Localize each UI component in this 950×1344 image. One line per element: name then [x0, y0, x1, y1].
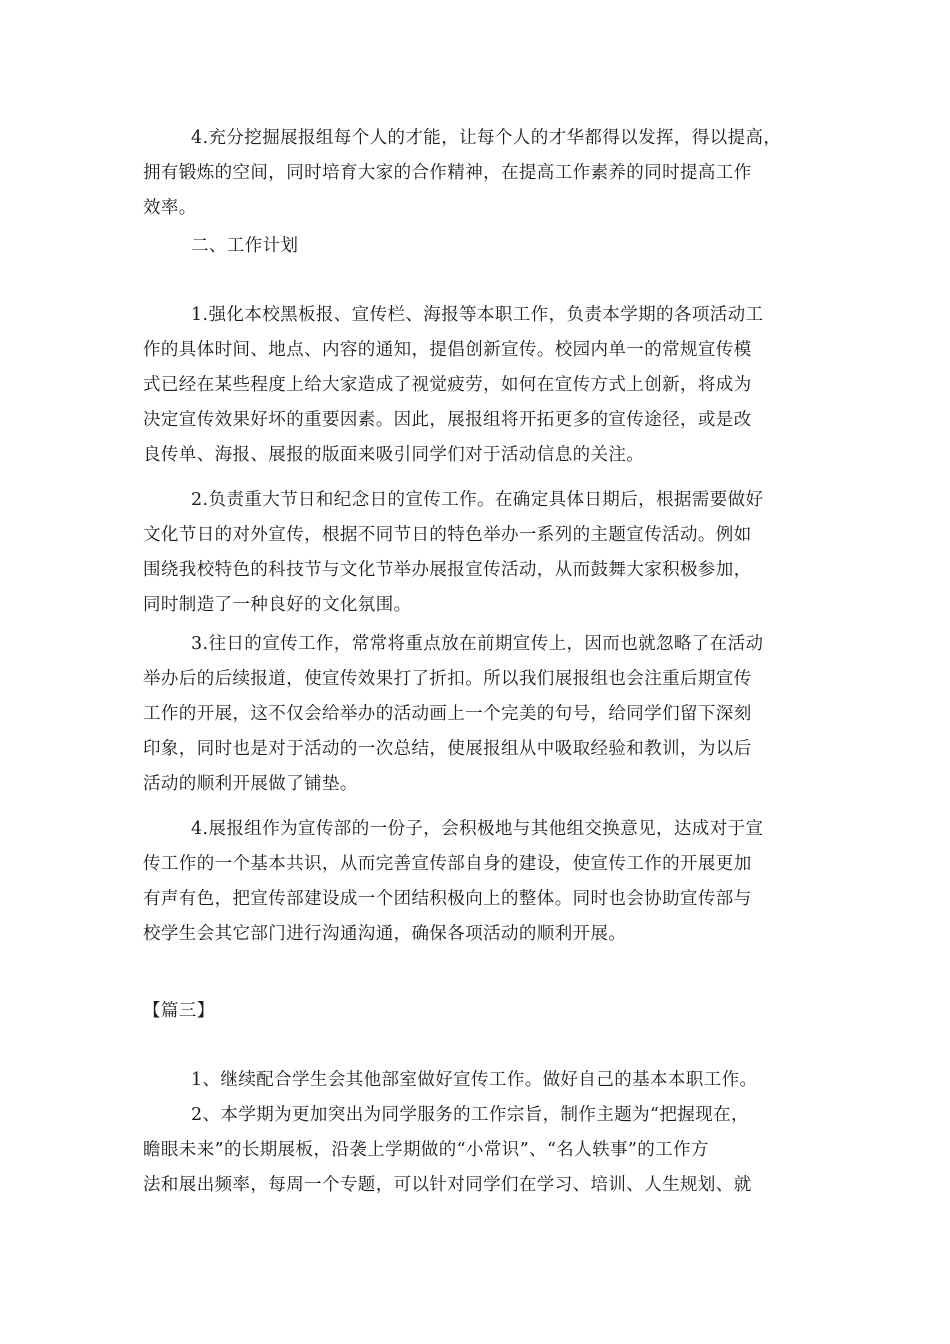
- section-title-part-three: [143, 994, 823, 1029]
- paragraph-line: 2.负责重大节日和纪念日的宣传工作。在确定具体日期后，根据需要做好: [191, 490, 764, 510]
- paragraph-talent: [143, 121, 823, 226]
- paragraph-line: 拥有锻炼的空间，同时培育大家的合作精神，在提高工作素养的同时提高工作: [143, 163, 752, 183]
- paragraph-line: 4.展报组作为宣传部的一份子，会积极地与其他组交换意见，达成对于宣: [191, 819, 764, 839]
- paragraph-line: 围绕我校特色的科技节与文化节举办展报宣传活动，从而鼓舞大家积极参加，: [143, 560, 752, 580]
- paragraph-line: 文化节日的对外宣传，根据不同节日的特色举办一系列的主题宣传活动。例如: [143, 525, 752, 545]
- paragraph-line: 3.往日的宣传工作，常常将重点放在前期宣传上，因而也就忽略了在活动: [191, 634, 764, 654]
- paragraph-line: 校学生会其它部门进行沟通沟通，确保各项活动的顺利开展。: [143, 924, 627, 944]
- paragraph-part-three-item-1: [143, 1063, 823, 1098]
- paragraph-line: 良传单、海报、展报的版面来吸引同学们对于活动信息的关注。: [143, 445, 645, 465]
- paragraph-line: 决定宣传效果好坏的重要因素。因此，展报组将开拓更多的宣传途径，或是改: [143, 410, 752, 430]
- paragraph-plan-item-4: [143, 812, 823, 952]
- paragraph-plan-item-3: [143, 627, 823, 802]
- paragraph-line: 传工作的一个基本共识，从而完善宣传部自身的建设，使宣传工作的开展更加: [143, 854, 752, 874]
- section-heading-work-plan: [143, 229, 823, 264]
- paragraph-line: 1.强化本校黑板报、宣传栏、海报等本职工作，负责本学期的各项活动工: [191, 305, 764, 325]
- paragraph-line: 印象，同时也是对于活动的一次总结，使展报组从中吸取经验和教训，为以后: [143, 739, 752, 759]
- paragraph-line: 同时制造了一种良好的文化氛围。: [143, 595, 412, 615]
- section-title: 【篇三】: [143, 1001, 215, 1021]
- paragraph-line: 活动的顺利开展做了铺垫。: [143, 774, 358, 794]
- section-heading: 二、工作计划: [191, 236, 299, 256]
- paragraph-line: 法和展出频率，每周一个专题，可以针对同学们在学习、培训、人生规划、就: [143, 1175, 752, 1195]
- paragraph-line: 2、本学期为更加突出为同学服务的工作宗旨，制作主题为“把握现在，: [191, 1105, 749, 1125]
- paragraph-line: 瞻眼未来”的长期展板，沿袭上学期做的“小常识”、“名人轶事”的工作方: [143, 1140, 709, 1160]
- paragraph-line: 有声有色，把宣传部建设成一个团结积极向上的整体。同时也会协助宣传部与: [143, 889, 752, 909]
- paragraph-line: 作的具体时间、地点、内容的通知，提倡创新宣传。校园内单一的常规宣传模: [143, 340, 752, 360]
- paragraph-line: 效率。: [143, 198, 197, 218]
- paragraph-line: 式已经在某些程度上给大家造成了视觉疲劳，如何在宣传方式上创新，将成为: [143, 375, 752, 395]
- paragraph-line: 4.充分挖掘展报组每个人的才能，让每个人的才华都得以发挥，得以提高，: [191, 128, 782, 148]
- paragraph-plan-item-1: [143, 298, 823, 473]
- paragraph-line: 举办后的后续报道，使宣传效果打了折扣。所以我们展报组也会注重后期宣传: [143, 669, 752, 689]
- paragraph-part-three-item-2: [143, 1098, 823, 1203]
- paragraph-line: 工作的开展，这不仅会给举办的活动画上一个完美的句号，给同学们留下深刻: [143, 704, 752, 724]
- paragraph-plan-item-2: [143, 483, 823, 623]
- paragraph-line: 1、继续配合学生会其他部室做好宣传工作。做好自己的基本本职工作。: [191, 1070, 758, 1090]
